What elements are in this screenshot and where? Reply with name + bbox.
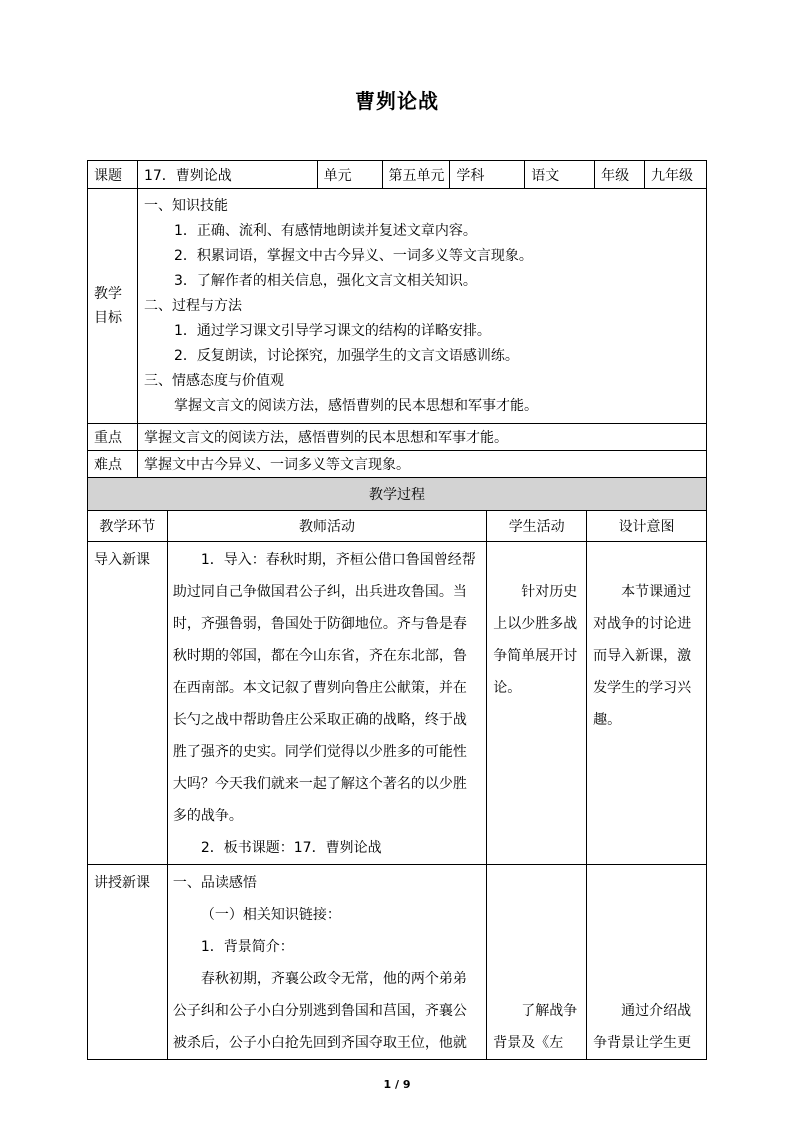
intro-stage (88, 542, 168, 865)
objective-line: 一、知识技能 (143, 197, 228, 214)
intro-intent (587, 542, 707, 865)
lecture-teacher (167, 865, 486, 1060)
lecture-row (88, 865, 707, 1060)
intro-row (88, 542, 707, 865)
objective-line: 3．了解作者的相关信息，强化文言文相关知识。 (173, 272, 477, 289)
intent-line: 通过介绍战 (621, 1003, 692, 1019)
student-line: 上以少胜多战 (493, 616, 578, 632)
unit-value: 第五单元 (382, 161, 450, 189)
teacher-line: 胜了强齐的史实。同学们觉得以少胜多的可能性 (172, 744, 467, 760)
subject-label: 学科 (450, 161, 525, 189)
header-row (88, 161, 707, 189)
column-teacher: 教师活动 (167, 511, 486, 542)
lecture-stage-label: 讲授新课 (94, 875, 150, 891)
objectives-row (88, 189, 707, 424)
objective-line: 掌握文言文的阅读方法，感悟曹刿的民本思想和军事才能。 (173, 397, 538, 414)
intent-line: 本节课通过 (621, 584, 692, 600)
subject-value: 语文 (525, 161, 595, 189)
intent-line: 趣。 (593, 712, 622, 728)
grade-value: 九年级 (645, 161, 707, 189)
teacher-line: 时，齐强鲁弱，鲁国处于防御地位。齐与鲁是春 (172, 616, 467, 632)
teacher-line: 春秋初期，齐襄公政令无常，他的两个弟弟 (200, 971, 467, 987)
objectives-label-text: 教学目标 (94, 286, 122, 326)
objective-line: 1．正确、流利、有感情地朗读并复述文章内容。 (173, 222, 477, 239)
column-stage: 教学环节 (88, 511, 168, 542)
unit-label: 单元 (317, 161, 382, 189)
teacher-line: 长勺之战中帮助鲁庄公采取正确的战略，终于战 (172, 712, 467, 728)
lecture-student (487, 865, 587, 1060)
topic-label: 课题 (88, 161, 138, 189)
student-line: 针对历史 (521, 584, 578, 600)
objective-line: 二、过程与方法 (143, 297, 242, 314)
teacher-line: 助过同自己争做国君公子纠，出兵进攻鲁国。当 (172, 584, 467, 600)
grade-label: 年级 (595, 161, 645, 189)
objective-line: 1．通过学习课文引导学习课文的结构的详略安排。 (173, 322, 491, 339)
teacher-line: 多的战争。 (172, 808, 243, 824)
intent-line: 争背景让学生更 (593, 1035, 692, 1051)
column-student: 学生活动 (487, 511, 587, 542)
teacher-line: （一）相关知识链接： (200, 907, 341, 923)
page-number: 1 / 9 (383, 1078, 411, 1091)
teacher-line: 2．板书课题：17．曹刿论战 (200, 840, 382, 856)
intent-line: 对战争的讨论进 (593, 616, 692, 632)
objective-line: 2．反复朗读，讨论探究，加强学生的文言文语感训练。 (173, 347, 519, 364)
difficulty-row (88, 451, 707, 478)
teacher-line: 大吗？今天我们就来一起了解这个著名的以少胜 (172, 776, 467, 792)
key-point-label: 重点 (88, 424, 138, 451)
lecture-intent (587, 865, 707, 1060)
lecture-stage (88, 865, 168, 1060)
student-line: 争简单展开讨 (493, 648, 578, 664)
intent-line: 发学生的学习兴 (593, 680, 692, 696)
teacher-line: 秋时期的邻国，都在今山东省，齐在东北部，鲁 (172, 648, 467, 664)
process-columns-row (88, 511, 707, 542)
objective-line: 三、情感态度与价值观 (143, 372, 284, 389)
intro-stage-label: 导入新课 (94, 552, 150, 568)
teacher-line: 被杀后，公子小白抢先回到齐国夺取王位，他就 (172, 1035, 467, 1051)
objectives-label (88, 189, 138, 424)
column-intent: 设计意图 (587, 511, 707, 542)
teacher-line: 公子纠和公子小白分别逃到鲁国和莒国，齐襄公 (172, 1003, 467, 1019)
key-point-row (88, 424, 707, 451)
document-title: 曹刿论战 (355, 89, 439, 113)
intro-teacher (167, 542, 486, 865)
difficulty-text: 掌握文中古今异义、一词多义等文言现象。 (137, 451, 706, 478)
lesson-info-table (87, 160, 707, 478)
teacher-line: 1．背景简介： (200, 939, 294, 955)
objective-line: 2．积累词语，掌握文中古今异义、一词多义等文言现象。 (173, 247, 533, 264)
topic-value: 17．曹刿论战 (137, 161, 317, 189)
intent-line: 而导入新课，激 (593, 648, 692, 664)
teacher-line: 在西南部。本文记叙了曹刿向鲁庄公献策，并在 (172, 680, 467, 696)
student-line: 背景及《左 (493, 1035, 564, 1051)
key-point-text: 掌握文言文的阅读方法，感悟曹刿的民本思想和军事才能。 (137, 424, 706, 451)
difficulty-label: 难点 (88, 451, 138, 478)
process-heading: 教学过程 (88, 478, 707, 511)
objectives-content (137, 189, 706, 424)
student-line: 论。 (493, 680, 522, 696)
teaching-process-table (87, 477, 707, 1060)
teacher-line: 一、品读感悟 (172, 875, 257, 891)
student-line: 了解战争 (521, 1003, 578, 1019)
intro-student (487, 542, 587, 865)
teacher-line: 1．导入：春秋时期，齐桓公借口鲁国曾经帮 (200, 552, 476, 568)
